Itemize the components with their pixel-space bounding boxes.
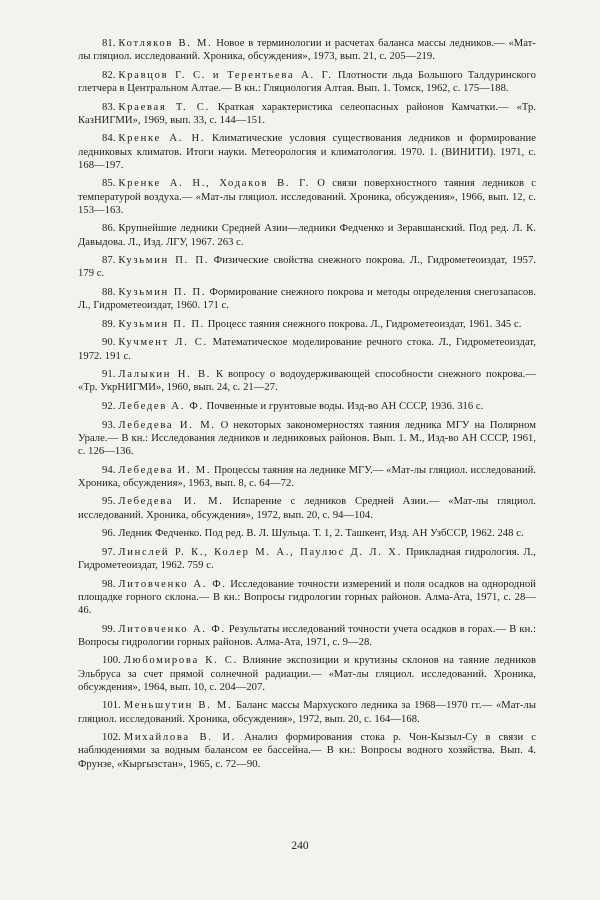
reference-entry	[78, 286, 536, 312]
reference-author: Любомирова К. С.	[123, 655, 238, 667]
reference-text: Математическое моделирование речного стока. Л., Гидрометеоиздат, 1972. 191 с.	[78, 337, 537, 362]
reference-text: Физические свойства снежного покрова. Л., Гидрометеоиздат, 1957. 179 с.	[78, 255, 536, 280]
reference-number: 89.	[102, 318, 116, 330]
reference-number: 98.	[102, 578, 116, 590]
reference-text: О некоторых закономерностях таяния ледника МГУ на Полярном Урале.— В кн.: Исследования ледников и ледниковых районов. Вып. 1. М., Изд-во АН СССР, 1961, с. 126—136.	[78, 419, 537, 457]
reference-entry	[78, 37, 536, 63]
reference-entry	[78, 654, 536, 694]
reference-author: Кравцов Г. С. и Терентьева А. Г.	[118, 69, 333, 81]
reference-number: 84.	[102, 133, 116, 145]
reference-entry	[78, 546, 536, 572]
reference-author: Лебедева И. М.	[118, 496, 224, 508]
reference-entry	[78, 177, 536, 217]
reference-author: Лебедева И. М.	[118, 419, 216, 431]
reference-entry	[78, 254, 536, 280]
reference-text: Почвенные и грунтовые воды. Изд-во АН СССР, 1936. 316 с.	[206, 400, 484, 412]
reference-entry	[78, 495, 536, 521]
reference-text: Климатические условия существования ледников и формирование ледниковых климатов. Итоги науки. Метеорология и климатология. 1970. 1. (ВИНИТИ). 1971, с. 168—197.	[78, 133, 536, 171]
reference-author: Краевая Т. С.	[118, 101, 210, 113]
reference-entry	[78, 731, 536, 771]
reference-text: Краткая характеристика селеопасных районов Камчатки.— «Тр. КазНИГМИ», 1969, вып. 33, с. 144—151.	[78, 101, 536, 126]
reference-author: Меньшутин В. М.	[123, 700, 233, 712]
reference-author: Котляков В. М.	[118, 38, 213, 49]
reference-text: Процесс таяния снежного покрова. Л., Гидрометеоиздат, 1961. 345 с.	[207, 318, 522, 330]
reference-number: 82.	[102, 69, 116, 81]
reference-number: 97.	[102, 546, 116, 558]
reference-number: 85.	[102, 178, 116, 190]
reference-number: 90.	[102, 337, 116, 349]
reference-author: Литовченко А. Ф.	[118, 578, 227, 590]
reference-number: 94.	[102, 464, 116, 476]
reference-entry	[78, 527, 536, 540]
reference-entry	[78, 222, 536, 248]
reference-text: Результаты исследований точности учета осадков в горах.— В кн.: Вопросы гидрологии горных районов. Алма-Ата, 1971, с. 9—28.	[78, 623, 536, 648]
reference-number: 86.	[102, 223, 116, 235]
reference-author: Кренке А. Н., Ходаков В. Г.	[118, 178, 311, 190]
reference-number: 83.	[102, 101, 116, 113]
reference-number: 91.	[102, 369, 116, 381]
reference-number: 99.	[102, 623, 116, 635]
reference-author: Кучмент Л. С.	[118, 337, 208, 349]
reference-author: Линслей Р. К., Колер М. А., Паулюс Д. Л. Х.	[118, 546, 402, 558]
reference-number: 92.	[102, 400, 116, 412]
reference-text: К вопросу о водоудерживающей способности снежного покрова.— «Тр. УкрНИГМИ», 1960, вып. 24, с. 21—27.	[78, 369, 537, 394]
reference-number: 88.	[102, 286, 116, 298]
reference-number: 101.	[102, 700, 121, 712]
reference-entry	[78, 101, 536, 127]
reference-number: 95.	[102, 496, 116, 508]
reference-list	[78, 37, 536, 771]
reference-text: Новое в терминологии и расчетах баланса массы ледников.— «Мат-лы гляциол. исследований. Хроника, обсуждения», 1973, вып. 21, с. 205—219.	[78, 38, 537, 63]
reference-author: Кренке А. Н.	[118, 133, 206, 145]
reference-author: Михайлова В. И.	[123, 732, 237, 744]
reference-text: Анализ формирования стока р. Чон-Кызыл-Су в связи с наблюдениями за водным балансом ее бассейна.— В кн.: Вопросы водного хозяйства. Вып. 4. Фрунзе, «Кыргызстан», 1965, с. 72—90.	[78, 732, 537, 770]
reference-entry	[78, 578, 536, 618]
reference-author: Литовченко А. Ф.	[118, 623, 226, 635]
reference-entry	[78, 419, 536, 459]
reference-entry	[78, 318, 536, 331]
reference-author: Кузьмин П. П.	[118, 255, 210, 267]
reference-number: 100.	[102, 655, 121, 667]
reference-text: Испарение с ледников Средней Азии.— «Мат-лы гляциол. исследований. Хроника, обсуждения», 1972, вып. 20, с. 94—104.	[78, 496, 536, 521]
reference-entry	[78, 69, 536, 95]
reference-number: 93.	[102, 419, 116, 431]
reference-author: Лебедева И. М.	[118, 464, 212, 476]
page-number: 240	[291, 840, 309, 852]
reference-entry	[78, 336, 536, 362]
reference-author: Кузьмин П. П.	[118, 286, 207, 298]
reference-text: Влияние экспозиции и крутизны склонов на таяние ледников Эльбруса за счет прямой солнечной радиации.— «Мат-лы гляциол. исследований. Хроника, обсуждения», 1964, вып. 10, с. 204—207.	[78, 655, 537, 693]
reference-text: Плотности льда Большого Талдуринского глетчера в Центральном Алтае.— В кн.: Гляциология Алтая. Вып. 1. Томск, 1962, с. 175—188.	[78, 69, 537, 94]
reference-entry	[78, 132, 536, 172]
reference-number: 81.	[102, 38, 116, 49]
reference-entry	[78, 623, 536, 649]
reference-number: 102.	[102, 732, 121, 744]
reference-text: Процессы таяния на леднике МГУ.— «Мат-лы гляциол. исследований. Хроника, обсуждения», 1963, вып. 8, с. 64—72.	[78, 464, 536, 489]
reference-number: 96.	[102, 528, 116, 540]
reference-text: Ледник Федченко. Под ред. В. Л. Шульца. Т. 1, 2. Ташкент, Изд. АН УзбССР, 1962. 248 с.	[118, 528, 524, 540]
reference-text: Прикладная гидрология. Л., Гидрометеоиздат, 1962. 759 с.	[78, 546, 536, 571]
reference-text: Формирование снежного покрова и методы определения снегозапасов. Л., Гидрометеоиздат, 1960. 171 с.	[78, 286, 537, 312]
reference-text: Крупнейшие ледники Средней Азии—ледники Федченко и Зеравшанский. Под ред. Л. К. Давыдова. Л., Изд. ЛГУ, 1967. 263 с.	[78, 223, 536, 248]
reference-entry	[78, 699, 536, 725]
reference-text: О связи поверхностного таяния ледников с температурой воздуха.— «Мат-лы гляциол. исследований. Хроника, обсуждения», 1966, вып. 12, с. 153—163.	[78, 178, 536, 216]
reference-entry	[78, 368, 536, 394]
reference-text: Исследование точности измерений и поля осадков на однородной площадке горного склона.— В кн.: Вопросы гидрологии горных районов. Алма-Ата, 1971, с. 28—46.	[78, 578, 536, 616]
reference-author: Лебедев А. Ф.	[118, 400, 204, 412]
reference-text: Баланс массы Мархуского ледника за 1968—1970 гг.— «Мат-лы гляциол. исследований. Хроника, обсуждения», 1972, вып. 20, с. 164—168.	[78, 700, 537, 725]
reference-number: 87.	[102, 255, 116, 267]
reference-author: Лалыкин Н. В.	[118, 369, 212, 381]
reference-entry	[78, 464, 536, 490]
reference-entry	[78, 400, 536, 413]
reference-author: Кузьмин П. П.	[118, 318, 206, 330]
